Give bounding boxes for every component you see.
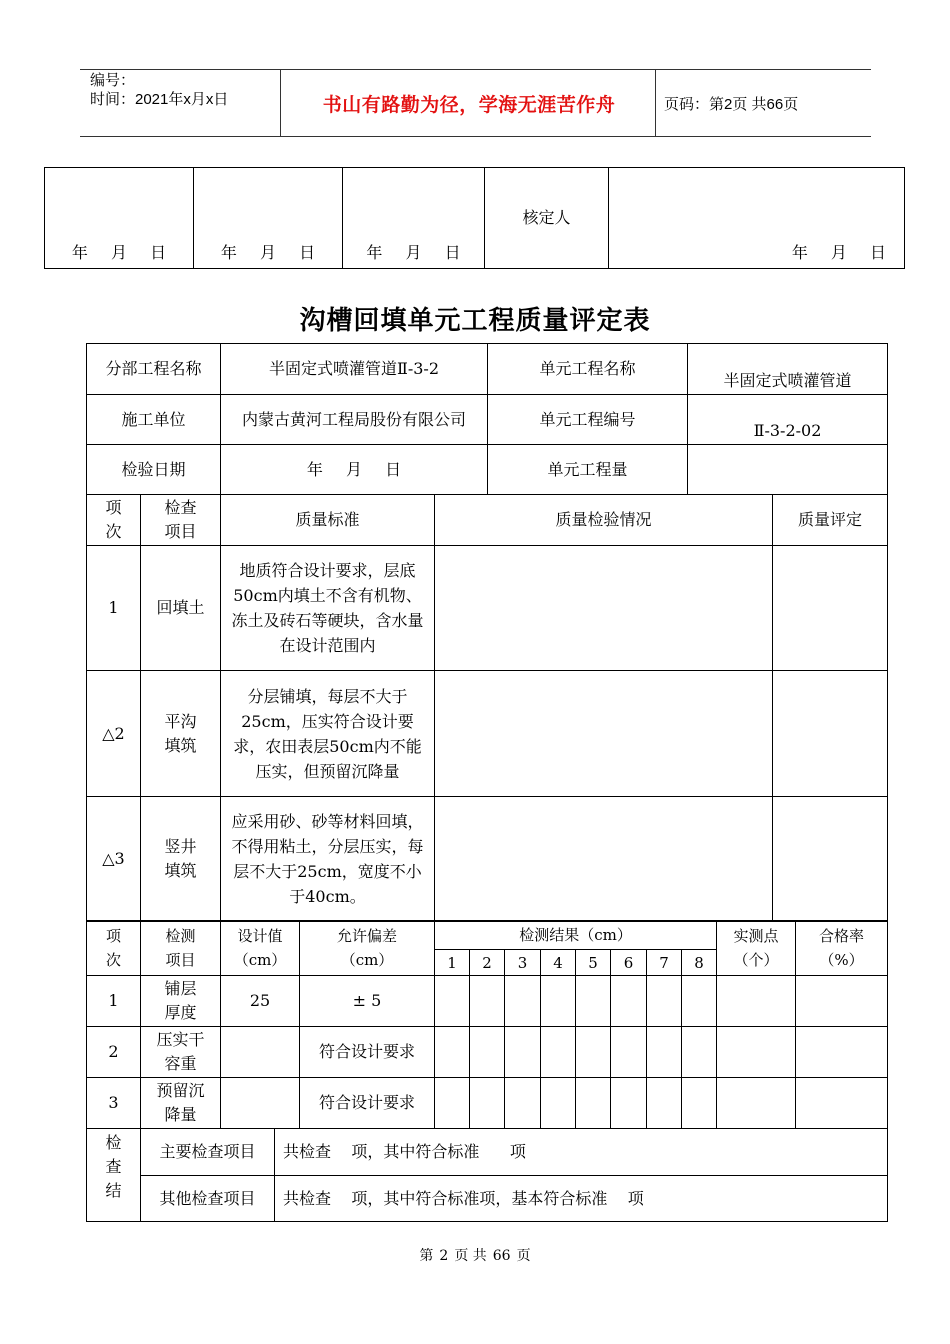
header-time: 时间：2021年x月x日: [90, 91, 229, 108]
footer-mid: 页 共: [454, 1248, 487, 1264]
signature-date-3: 年 月 日: [343, 168, 485, 269]
check-standard: 地质符合设计要求，层底50cm内填土不含有机物、冻土及砖石等硬块，含水量在设计范围内: [221, 546, 435, 671]
check-item: 竖井填筑: [141, 797, 221, 922]
unit-code-value: Ⅱ-3-2-02: [688, 395, 888, 445]
check-item: 回填土: [141, 546, 221, 671]
signature-date-2: 年 月 日: [194, 168, 343, 269]
result-col-3: 3: [505, 950, 541, 976]
footer-page: 2: [439, 1248, 449, 1264]
header-page-info: 页码：第2页 共66页: [664, 96, 799, 113]
measure-pass-rate: [796, 1078, 888, 1129]
check-rating: [773, 671, 888, 797]
result-col-1: 1: [435, 950, 470, 976]
result-col-7: 7: [647, 950, 682, 976]
table-row: [87, 1078, 888, 1129]
contractor-value: 内蒙古黄河工程局股份有限公司: [221, 395, 488, 445]
check-no: 1: [87, 546, 141, 671]
measure-points: [717, 1078, 796, 1129]
signature-date-4: 年 月 日: [609, 168, 905, 269]
header-code-label: 编号：: [90, 72, 136, 89]
measure-header-no: 项次: [87, 921, 141, 976]
measure-item: 压实干容重: [141, 1027, 221, 1078]
signature-table: [44, 167, 905, 269]
unit-name-label: 单元工程名称: [488, 344, 688, 395]
conclusion-main-text: 共检查 项，其中符合标准 项: [275, 1129, 888, 1176]
footer-suffix: 页: [516, 1248, 531, 1264]
check-rating: [773, 546, 888, 671]
header-divider-left: [280, 69, 281, 136]
check-header-situation: 质量检验情况: [435, 495, 773, 546]
inspect-date-label: 检验日期: [87, 445, 221, 495]
page-title: 沟槽回填单元工程质量评定表: [299, 306, 651, 336]
check-header-item: 检查项目: [141, 495, 221, 546]
check-header-standard: 质量标准: [221, 495, 435, 546]
measure-no: 1: [87, 976, 141, 1027]
header-motto: 书山有路勤为径，学海无涯苦作舟: [322, 94, 616, 116]
unit-name-value: 半固定式喷灌管道: [688, 344, 888, 395]
unit-code-label: 单元工程编号: [488, 395, 688, 445]
measure-header-results: 检测结果（cm）: [435, 921, 717, 950]
result-col-5: 5: [576, 950, 611, 976]
verifier-label: 核定人: [485, 168, 609, 269]
table-row: [87, 546, 888, 671]
check-table: [86, 494, 888, 922]
measure-header-points: 实测点（个）: [717, 921, 796, 976]
check-situation: [435, 546, 773, 671]
header-top-rule: [80, 69, 871, 70]
division-value: 半固定式喷灌管道Ⅱ-3-2: [221, 344, 488, 395]
measure-tolerance: 符合设计要求: [300, 1027, 435, 1078]
measure-design: [221, 1027, 300, 1078]
quantity-value: [688, 445, 888, 495]
quantity-label: 单元工程量: [488, 445, 688, 495]
division-label: 分部工程名称: [87, 344, 221, 395]
page-footer: [0, 1245, 950, 1265]
conclusion-label: 检查结: [87, 1129, 141, 1222]
check-item: 平沟填筑: [141, 671, 221, 797]
measure-header-tolerance: 允许偏差（cm）: [300, 921, 435, 976]
contractor-label: 施工单位: [87, 395, 221, 445]
result-col-8: 8: [682, 950, 717, 976]
measure-no: 2: [87, 1027, 141, 1078]
conclusion-table: [86, 1128, 888, 1222]
footer-total: 66: [492, 1248, 511, 1264]
measure-tolerance: ± 5: [300, 976, 435, 1027]
measure-design: [221, 1078, 300, 1129]
info-table: [86, 343, 888, 495]
table-row: [87, 797, 888, 922]
header-divider-right: [655, 69, 656, 136]
check-situation: [435, 797, 773, 922]
footer-prefix: 第: [419, 1248, 434, 1264]
measure-pass-rate: [796, 1027, 888, 1078]
result-col-4: 4: [541, 950, 576, 976]
check-header-no: 项次: [87, 495, 141, 546]
check-header-rating: 质量评定: [773, 495, 888, 546]
check-standard: 应采用砂、砂等材料回填，不得用粘土，分层压实，每层不大于25cm，宽度不小于40cm。: [221, 797, 435, 922]
check-rating: [773, 797, 888, 922]
measure-no: 3: [87, 1078, 141, 1129]
measure-item: 预留沉降量: [141, 1078, 221, 1129]
measure-header-item: 检测项目: [141, 921, 221, 976]
inspect-date-value: 年 月 日: [221, 445, 488, 495]
table-row: [87, 671, 888, 797]
measure-table: [86, 920, 888, 1129]
measure-points: [717, 1027, 796, 1078]
measure-pass-rate: [796, 976, 888, 1027]
measure-points: [717, 976, 796, 1027]
measure-design: 25: [221, 976, 300, 1027]
conclusion-main-label: 主要检查项目: [141, 1129, 275, 1176]
result-col-2: 2: [470, 950, 505, 976]
table-row: [87, 976, 888, 1027]
result-col-6: 6: [611, 950, 647, 976]
measure-tolerance: 符合设计要求: [300, 1078, 435, 1129]
check-no: △2: [87, 671, 141, 797]
table-row: [87, 1027, 888, 1078]
check-situation: [435, 671, 773, 797]
header-bottom-rule: [80, 136, 871, 137]
conclusion-other-label: 其他检查项目: [141, 1176, 275, 1222]
check-no: △3: [87, 797, 141, 922]
measure-item: 铺层厚度: [141, 976, 221, 1027]
measure-header-pass-rate: 合格率（%）: [796, 921, 888, 976]
signature-date-1: 年 月 日: [45, 168, 194, 269]
check-standard: 分层铺填，每层不大于25cm，压实符合设计要求，农田表层50cm内不能压实，但预留沉降量: [221, 671, 435, 797]
measure-header-design: 设计值（cm）: [221, 921, 300, 976]
conclusion-other-text: 共检查 项，其中符合标准项，基本符合标准 项: [275, 1176, 888, 1222]
